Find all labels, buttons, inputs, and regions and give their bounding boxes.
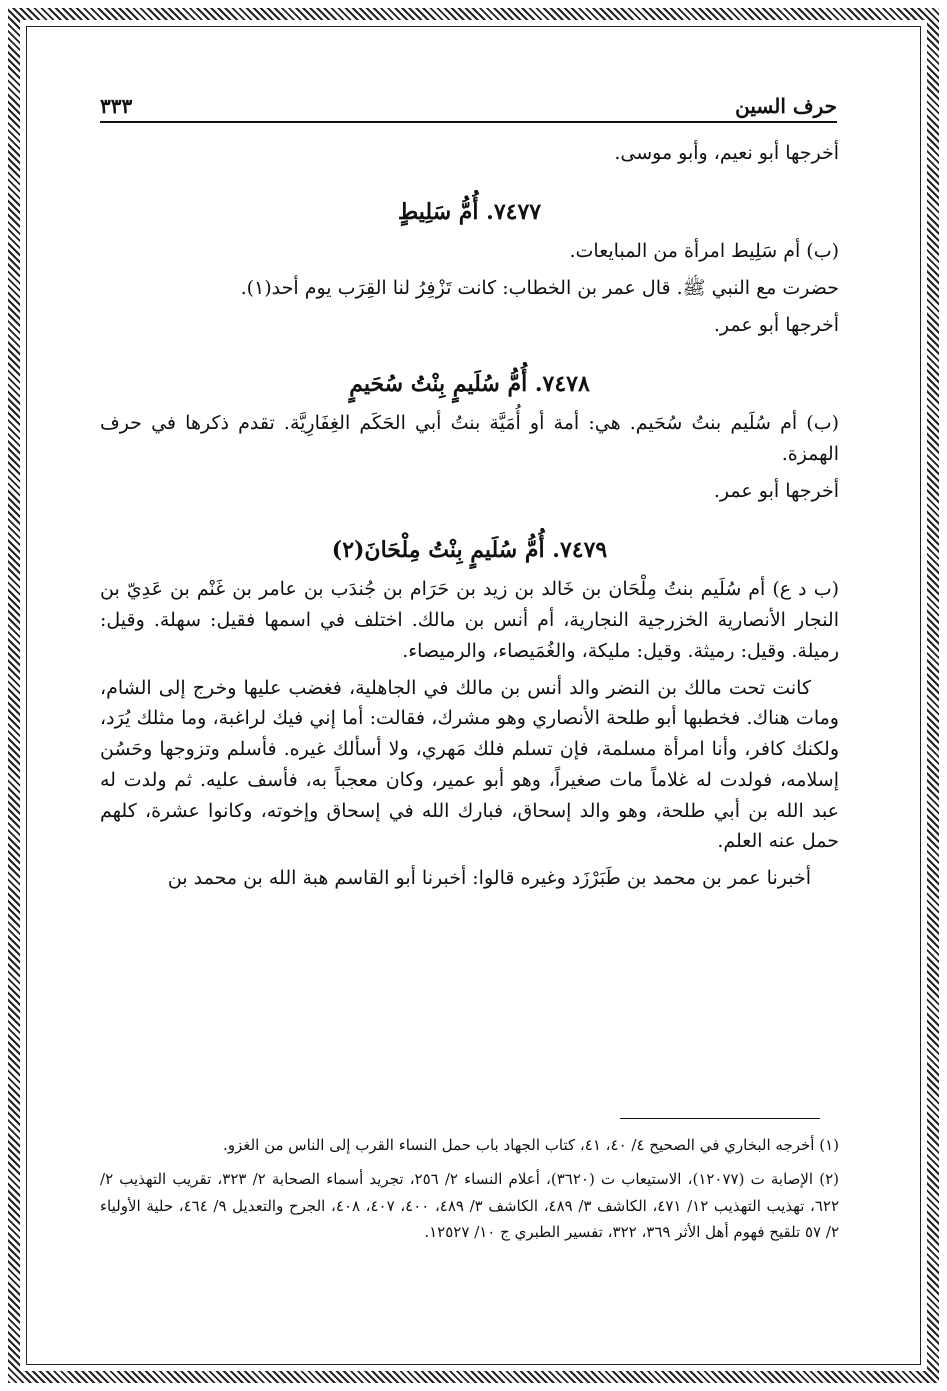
entry-heading: ٧٤٧٧. أُمُّ سَلِيطٍ [397, 198, 542, 225]
page-number: ٣٣٣ [100, 94, 133, 118]
footnotes [100, 1132, 839, 1253]
paragraph: كانت تحت مالك بن النضر والد أنس بن مالك في الجاهلية، فغضب عليها وخرج إلى الشام، ومات هناك. فخطبها أبو طلحة الأنصاري وهو مشرك، فقالت: أما إني فيك لراغبة، وما مثلك يُرَد، ولكنك كافر، وأنا امرأة مسلمة، فإن تسلم فلك مَهري، ولا أسألك غيره. فأسلم وتزوجها وحَسُن إسلامه، فولدت له غلاماً مات صغيراً، وهو أبو عمير، وكان معجباً به، فأسف عليه. ثم ولدت له عبد الله بن أبي طلحة، وهو والد إسحاق، فبارك الله في إسحاق وإخوته، وكانوا عشرة، كلهم حمل عنه العلم. [100, 676, 839, 853]
paragraph: (ب) أم سَلِيط امرأة من المبايعات. [569, 240, 839, 263]
chapter-title: حرف السين [735, 94, 837, 118]
paragraph: (ب) أم سُلَيم بنتُ سُحَيم. هي: أمة أو أُمَيَّة بنتُ أبي الحَكَم الغِفَارِيَّة. تقدم ذكرها في حرف الهمزة. [100, 412, 839, 466]
paragraph: أخرجها أبو عمر. [713, 313, 839, 336]
footnote: (٢) الإصابة ت (١٢٠٧٧)، الاستيعاب ت (٣٦٢٠)، أعلام النساء ٢/ ٢٥٦، تجريد أسماء الصحابة ٢/ ٣٢٣، تقريب التهذيب ٢/ ٦٢٢، تهذيب التهذيب ١٢/ ٤٧١، الكاشف ٣/ ٤٨٩، الكاشف ٣/ ٤٨٩، ٤٠٠، ٤٠٧، ٤٠٨، الجرح والتعديل ٩/ ٤٦٤، حلية الأولياء ٢/ ٥٧ تلقيح فهوم أهل الأثر ٣٦٩، ٣٢٢، تفسير الطبري ج ١٠/ ١٢٥٢٧. [100, 1170, 840, 1241]
page-body [100, 138, 839, 900]
header-rule [100, 121, 837, 123]
footnote: (١) أخرجه البخاري في الصحيح ٤/ ٤٠، ٤١، كتاب الجهاد باب حمل النساء القرب إلى الناس من الغزو. [223, 1136, 839, 1154]
entry-heading: ٧٤٧٩. أُمُّ سُلَيمٍ بِنْتُ مِلْحَانَ(٢) [331, 536, 608, 563]
paragraph: أخرجها أبو عمر. [713, 479, 839, 502]
paragraph: حضرت مع النبي ﷺ. قال عمر بن الخطاب: كانت تَزْفِرُ لنا القِرَب يوم أحد(١). [240, 277, 839, 300]
page-header [100, 88, 837, 118]
paragraph: (ب د ع) أم سُلَيم بنتُ مِلْحَان بن خَالد بن زيد بن حَرَام بن جُندَب بن عامر بن غَنْم بن عَدِيّ بن النجار الأنصارية الخزرجية النجارية، أم أنس بن مالك. اختلف في اسمها فقيل: سهلة. وقيل: رميلة. وقيل: رميثة. وقيل: مليكة، والغُمَيصاء، والرميصاء. [100, 578, 839, 662]
entry-heading: ٧٤٧٨. أُمُّ سُلَيمٍ بِنْتُ سُحَيمٍ [349, 370, 590, 397]
footnote-rule [620, 1118, 820, 1119]
paragraph: أخبرنا عمر بن محمد بن طَبَرْزَد وغيره قالوا: أخبرنا أبو القاسم هبة الله بن محمد بن [167, 867, 811, 890]
paragraph: أخرجها أبو نعيم، وأبو موسى. [614, 142, 839, 164]
